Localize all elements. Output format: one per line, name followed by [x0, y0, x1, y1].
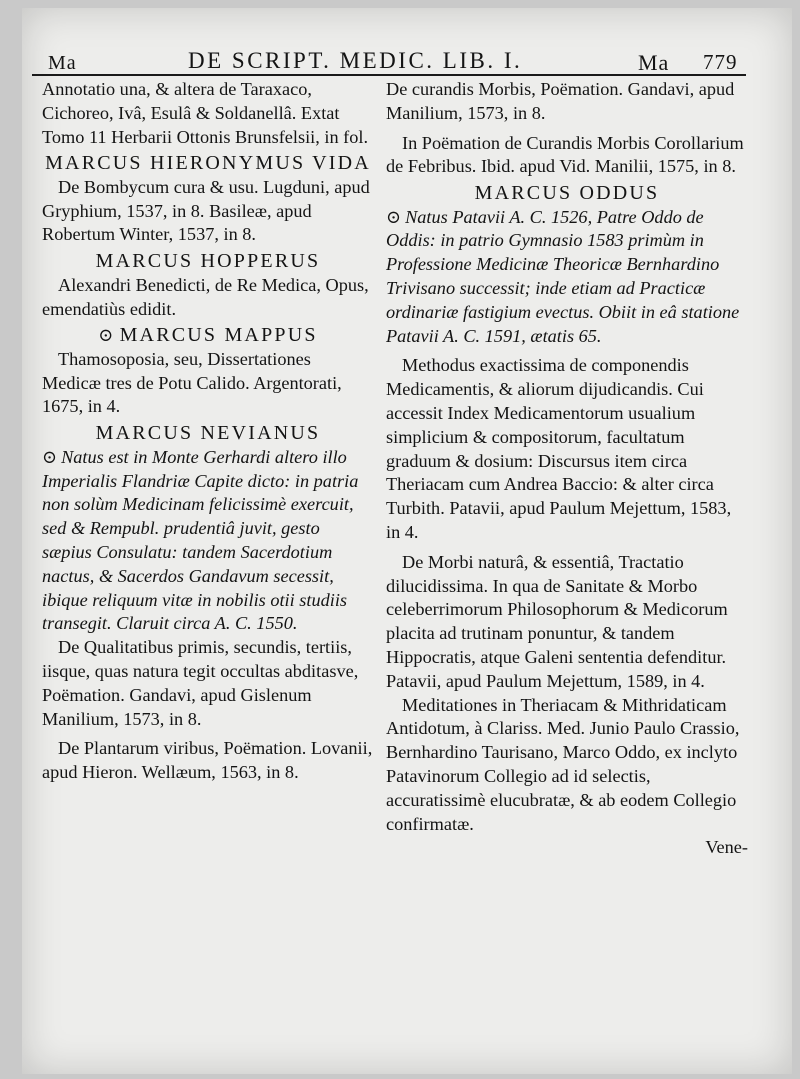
header-right: Ma	[638, 50, 670, 75]
entry-heading: MARCUS HIERONYMUS VIDA	[45, 152, 371, 175]
entry-heading: MARCUS ODDUS	[474, 182, 660, 205]
header-rule	[32, 74, 746, 76]
entry-text: De Bombycum cura & usu. Lugduni, apud Gryphium, 1537, in 8. Basileæ, apud Robertum Winter, 1537, in 8.	[42, 176, 370, 245]
header-left: Ma	[48, 52, 77, 74]
catchword: Vene-	[705, 837, 748, 858]
entry-text: De curandis Morbis, Poëmation. Gandavi, apud Manilium, 1573, in 8.	[386, 79, 735, 123]
entry-text: Annotatio una, & altera de Taraxaco, Cichoreo, Ivâ, Esulâ & Soldanellâ. Extat Tomo 11 Herbarii Ottonis Brunsfelsii, in fol.	[42, 79, 369, 147]
entry-text: De Plantarum viribus, Poëmation. Lovanii, apud Hieron. Wellæum, 1563, in 8.	[42, 738, 373, 783]
entry-text: Thamosoposia, seu, Dissertationes Medicæ tres de Potu Calido. Argentorati, 1675, in 4.	[42, 348, 342, 417]
left-column	[42, 78, 374, 785]
right-column	[386, 78, 748, 860]
entry-text: Meditationes in Theriacam & Mithridaticam Antidotum, à Clariss. Med. Junio Paulo Crassio, Bernhardino Taurisano, Marco Oddo, ex inclyto Patavinorum Collegio ad id selectis, accuratissimè elucubratæ, & ab eodem Collegio confirmatæ.	[386, 694, 740, 834]
book-page	[22, 8, 792, 1074]
header-title: DE SCRIPT. MEDIC. LIB. I.	[188, 48, 523, 73]
entry-text: Alexandri Benedicti, de Re Medica, Opus, emendatiùs edidit.	[42, 274, 369, 319]
entry-text: De Morbi naturâ, & essentiâ, Tractatio dilucidissima. In qua de Sanitate & Morbo celeberrimorum Philosophorum & Medicorum placita ad trutinam ponuntur, & tandem Hippocratis, atque Galeni sententia defenditur. Patavii, apud Paulum Mejettum, 1589, in 4.	[386, 551, 728, 691]
circle-dot-marker-icon: ⊙	[386, 206, 402, 227]
entry-text: Methodus exactissima de componendis Medicamentis, & aliorum dijudicandis. Cui accessit Index Medicamentorum usualium simplicium & compositorum, facultatum graduum & dosium: Discursus item circa Theriacam cum Andrea Baccio: & alter circa Turbith. Patavii, apud Paulum Mejettum, 1583, in 4.	[386, 355, 732, 543]
biography-body: Natus Patavii A. C. 1526, Patre Oddo de Oddis: in patrio Gymnasio 1583 primùm in Professione Medicinæ Theoricæ Bernhardino Trivisano successit; inde etiam ad Practicæ ordinariæ fastigium evectus. Obiit in eâ statione Patavii A. C. 1591, ætatis 65.	[386, 206, 740, 346]
page-number: 779	[703, 50, 738, 74]
circle-dot-marker-icon: ⊙	[42, 446, 58, 467]
entry-text: In Poëmation de Curandis Morbis Corollarium de Febribus. Ibid. apud Vid. Manilii, 1575, in 8.	[386, 132, 744, 177]
entry-heading-row	[42, 323, 374, 348]
entry-heading: MARCUS MAPPUS	[119, 324, 318, 347]
entry-heading: MARCUS NEVIANUS	[95, 422, 321, 445]
entry-text: De Qualitatibus primis, secundis, tertiis, iisque, quas natura tegit occultas abditasve, Poëmation. Gandavi, apud Gislenum Manilium, 1573, in 8.	[42, 637, 359, 729]
circle-dot-marker-icon: ⊙	[98, 325, 116, 346]
biography-text	[42, 446, 374, 636]
entry-heading: MARCUS HOPPERUS	[95, 250, 321, 273]
biography-text	[386, 206, 748, 349]
biography-body: Natus est in Monte Gerhardi altero illo Imperialis Flandriæ Capite dicto: in patria non solùm Medicinam felicissimè exercuit, sed & Rempubl. prudentiâ juvit, gesto sæpius Consulatu: tandem Sacerdotium nactus, & Sacerdos Gandavum secessit, ibique reliquum vitæ in nobilis otii studiis transegit. Claruit circa A. C. 1550.	[42, 446, 359, 634]
